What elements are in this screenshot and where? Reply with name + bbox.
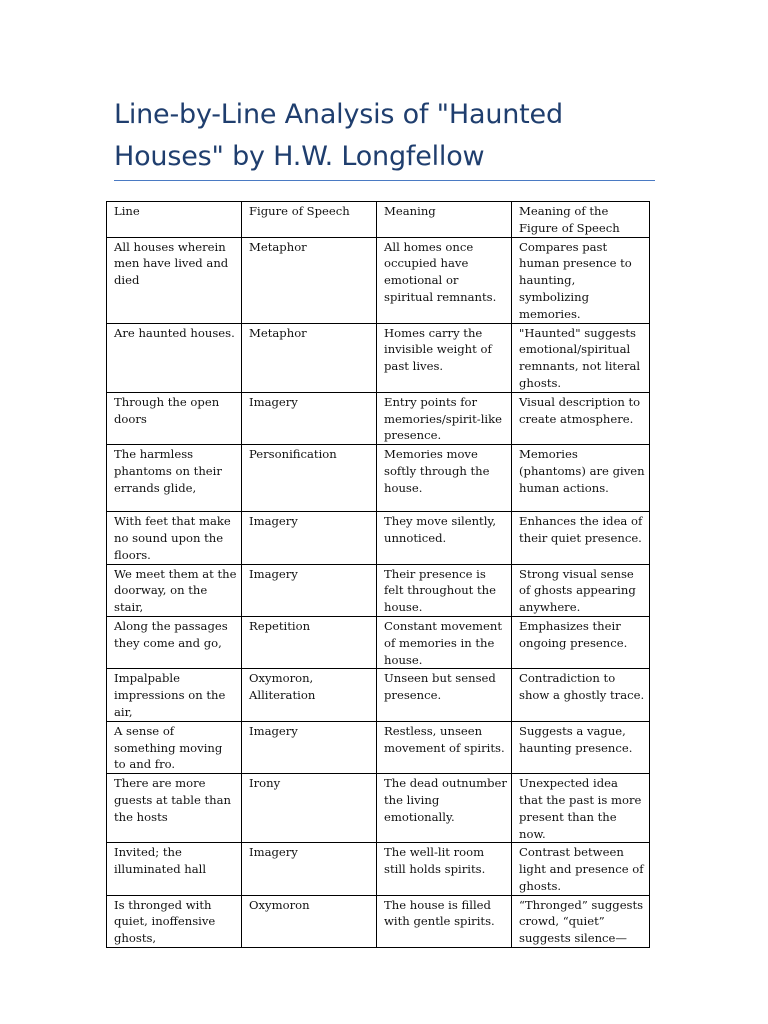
line-cell: Impalpable impressions on the air, [107, 669, 242, 721]
figure-cell: Oxymoron [242, 895, 377, 947]
figure-cell: Imagery [242, 392, 377, 444]
meaning-cell: Constant movement of memories in the house. [377, 616, 512, 668]
line-cell: Invited; the illuminated hall [107, 843, 242, 895]
meaning-cell: The dead outnumber the living emotionally. [377, 774, 512, 843]
line-cell: There are more guests at table than the hosts [107, 774, 242, 843]
title-underline [114, 180, 655, 181]
line-cell: A sense of something moving to and fro. [107, 721, 242, 773]
meaning-cell: Unseen but sensed presence. [377, 669, 512, 721]
figure-cell: Imagery [242, 843, 377, 895]
column-header-figure-of-speech: Figure of Speech [242, 202, 377, 238]
figure-cell: Metaphor [242, 323, 377, 392]
figure-cell: Personification [242, 445, 377, 512]
figure-meaning-cell: Enhances the idea of their quiet presence. [512, 512, 650, 564]
line-cell: With feet that make no sound upon the floors. [107, 512, 242, 564]
figure-meaning-cell: Unexpected idea that the past is more present than the now. [512, 774, 650, 843]
table-row [107, 512, 650, 564]
meaning-cell: Memories move softly through the house. [377, 445, 512, 512]
table-row [107, 721, 650, 773]
meaning-cell: Restless, unseen movement of spirits. [377, 721, 512, 773]
figure-meaning-cell: “Thronged” suggests crowd, “quiet” suggests silence— [512, 895, 650, 947]
figure-meaning-cell: Memories (phantoms) are given human actions. [512, 445, 650, 512]
figure-meaning-cell: "Haunted" suggests emotional/spiritual remnants, not literal ghosts. [512, 323, 650, 392]
column-header-line: Line [107, 202, 242, 238]
table-row [107, 323, 650, 392]
meaning-cell: The well-lit room still holds spirits. [377, 843, 512, 895]
figure-meaning-cell: Contrast between light and presence of ghosts. [512, 843, 650, 895]
table-row [107, 774, 650, 843]
figure-cell: Metaphor [242, 237, 377, 323]
meaning-cell: Their presence is felt throughout the house. [377, 564, 512, 616]
line-cell: Are haunted houses. [107, 323, 242, 392]
analysis-table [106, 201, 650, 948]
table-row [107, 669, 650, 721]
figure-cell: Imagery [242, 564, 377, 616]
meaning-cell: All homes once occupied have emotional or spiritual remnants. [377, 237, 512, 323]
line-cell: We meet them at the doorway, on the stair, [107, 564, 242, 616]
line-cell: Along the passages they come and go, [107, 616, 242, 668]
meaning-cell: They move silently, unnoticed. [377, 512, 512, 564]
figure-cell: Oxymoron, Alliteration [242, 669, 377, 721]
figure-cell: Imagery [242, 512, 377, 564]
meaning-cell: Entry points for memories/spirit-like presence. [377, 392, 512, 444]
document-title: Line-by-Line Analysis of "Haunted Houses" by H.W. Longfellow [114, 99, 563, 172]
meaning-cell: Homes carry the invisible weight of past lives. [377, 323, 512, 392]
table-row [107, 895, 650, 947]
figure-meaning-cell: Contradiction to show a ghostly trace. [512, 669, 650, 721]
column-header-meaning: Meaning [377, 202, 512, 238]
line-cell: All houses wherein men have lived and died [107, 237, 242, 323]
meaning-cell: The house is filled with gentle spirits. [377, 895, 512, 947]
table-row [107, 564, 650, 616]
line-cell: The harmless phantoms on their errands glide, [107, 445, 242, 512]
line-cell: Is thronged with quiet, inoffensive ghosts, [107, 895, 242, 947]
table-row [107, 616, 650, 668]
table-row [107, 392, 650, 444]
column-header-figure-meaning: Meaning of the Figure of Speech [512, 202, 650, 238]
figure-cell: Imagery [242, 721, 377, 773]
figure-meaning-cell: Compares past human presence to haunting, symbolizing memories. [512, 237, 650, 323]
line-cell: Through the open doors [107, 392, 242, 444]
table-row [107, 237, 650, 323]
figure-meaning-cell: Strong visual sense of ghosts appearing anywhere. [512, 564, 650, 616]
table-row [107, 843, 650, 895]
table-header-row [107, 202, 650, 238]
table-row [107, 445, 650, 512]
figure-cell: Repetition [242, 616, 377, 668]
figure-meaning-cell: Visual description to create atmosphere. [512, 392, 650, 444]
figure-meaning-cell: Suggests a vague, haunting presence. [512, 721, 650, 773]
figure-meaning-cell: Emphasizes their ongoing presence. [512, 616, 650, 668]
figure-cell: Irony [242, 774, 377, 843]
